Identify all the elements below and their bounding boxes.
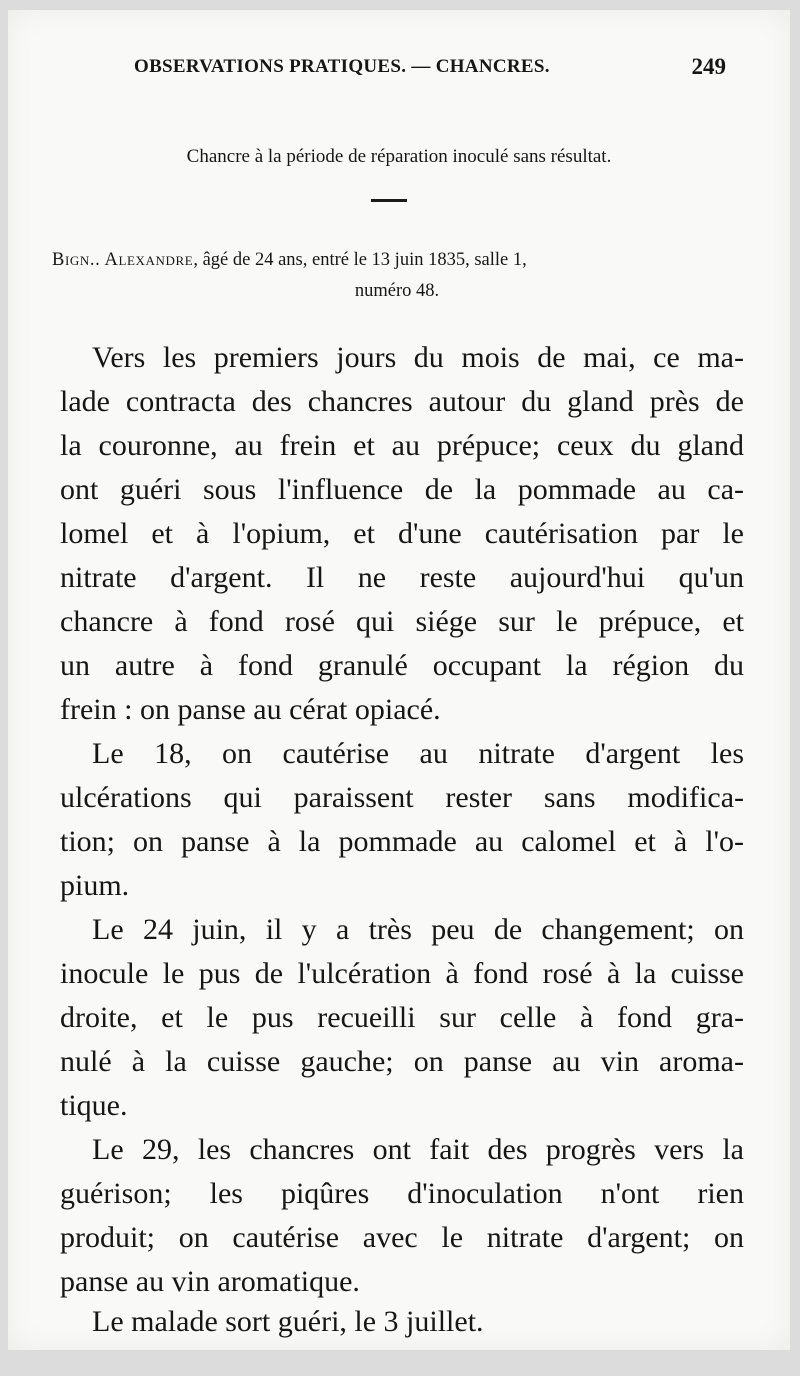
text-line: Le 29, les chancres ont fait des progrès vers la bbox=[92, 1133, 744, 1166]
text-line: Le malade sort guéri, le 3 juillet. bbox=[92, 1305, 484, 1338]
patient-details: , âgé de 24 ans, entré le 13 juin 1835, salle 1, bbox=[193, 250, 527, 270]
text-line: lade contracta des chancres autour du gland près de bbox=[60, 385, 744, 418]
text-line: un autre à fond granulé occupant la région du bbox=[60, 649, 744, 682]
text-line: ont guéri sous l'influence de la pommade au ca- bbox=[60, 473, 744, 506]
separator-rule bbox=[371, 199, 407, 202]
text-line: lomel et à l'opium, et d'une cautérisation par le bbox=[60, 517, 744, 550]
text-line: produit; on cautérise avec le nitrate d'argent; on bbox=[60, 1221, 744, 1254]
patient-entry bbox=[52, 245, 742, 307]
running-title: OBSERVATIONS PRATIQUES. — CHANCRES. bbox=[134, 56, 550, 77]
text-line: la couronne, au frein et au prépuce; ceux du gland bbox=[60, 429, 744, 462]
text-line: Le 24 juin, il y a très peu de changement; on bbox=[92, 913, 744, 946]
text-line: tion; on panse à la pommade au calomel et à l'o- bbox=[60, 825, 744, 858]
page-header bbox=[8, 54, 790, 84]
text-line: inocule le pus de l'ulcération à fond rosé à la cuisse bbox=[60, 957, 744, 990]
text-line: droite, et le pus recueilli sur celle à fond gra- bbox=[60, 1001, 744, 1034]
text-line: guérison; les piqûres d'inoculation n'ont rien bbox=[60, 1177, 744, 1210]
text-line: ulcérations qui paraissent rester sans modifica- bbox=[60, 781, 744, 814]
text-line: chancre à fond rosé qui siége sur le prépuce, et bbox=[60, 605, 744, 638]
page-number: 249 bbox=[691, 54, 726, 79]
text-line: frein : on panse au cérat opiacé. bbox=[60, 693, 441, 726]
text-line: Le 18, on cautérise au nitrate d'argent les bbox=[92, 737, 744, 770]
patient-room-number: numéro 48. bbox=[354, 281, 440, 301]
case-title: Chancre à la période de réparation inoculé sans résultat. bbox=[186, 146, 612, 167]
text-line: Vers les premiers jours du mois de mai, ce ma- bbox=[92, 341, 744, 374]
text-line: nitrate d'argent. Il ne reste aujourd'hui qu'un bbox=[60, 561, 744, 594]
text-line: nulé à la cuisse gauche; on panse au vin aroma- bbox=[60, 1045, 744, 1078]
book-page bbox=[8, 10, 790, 1350]
text-line: tique. bbox=[60, 1089, 128, 1122]
text-line: pium. bbox=[60, 869, 130, 902]
patient-name: Bign.. Alexandre bbox=[52, 250, 194, 270]
text-line: panse au vin aromatique. bbox=[60, 1265, 360, 1298]
